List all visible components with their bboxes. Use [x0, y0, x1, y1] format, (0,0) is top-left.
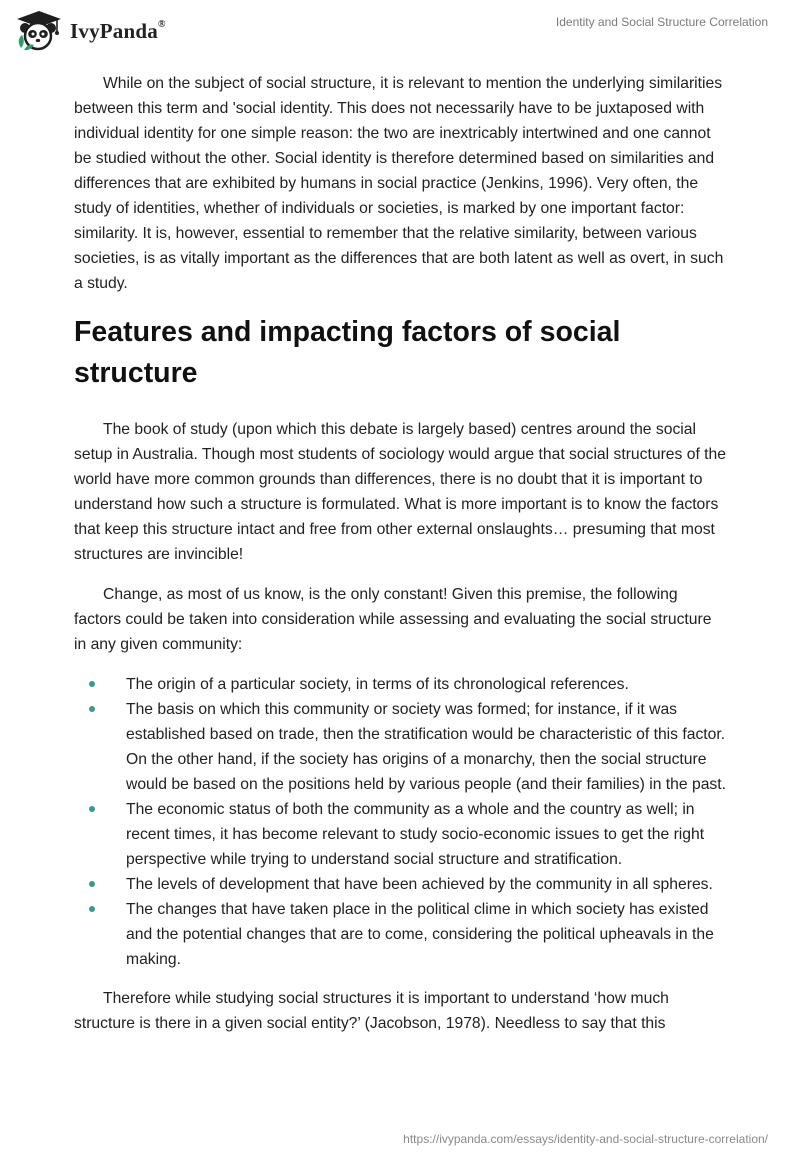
- source-url[interactable]: https://ivypanda.com/essays/identity-and-social-structure-correlation/: [403, 1132, 768, 1146]
- bullet-icon: [89, 681, 95, 687]
- section-heading: Features and impacting factors of social structure: [74, 316, 621, 389]
- list-item: The levels of development that have been achieved by the community in all spheres.: [74, 872, 726, 897]
- list-item: The economic status of both the community as a whole and the country as well; in recent times, it has become relevant to study socio-economic issues to get the right perspective while trying to understand social structure and stratification.: [74, 797, 726, 872]
- paragraph-change: Change, as most of us know, is the only constant! Given this premise, the following factors could be taken into consideration while assessing and evaluating the social structure in any given community:: [74, 586, 712, 653]
- paragraph-social-identity: While on the subject of social structure, it is relevant to mention the underlying similarities between this term and 'social identity. This does not necessarily have to be juxtaposed with individual identity for one simple reason: the two are inextricably intertwined and one cannot be studied without the other. Social identity is therefore determined based on similarities and differences that are exhibited by humans in social practice (Jenkins, 1996). Very often, the study of identities, whether of individuals or societies, is marked by one important factor: similarity. It is, however, essential to remember that the relative similarity, between various societies, is as vitally important as the differences that are both latent as well as overt, in such a study.: [74, 75, 724, 292]
- paragraph-therefore: Therefore while studying social structures it is important to understand ‘how much structure is there in a given social entity?’ (Jacobson, 1978). Needless to say that this: [74, 990, 669, 1032]
- bullet-icon: [89, 806, 95, 812]
- bullet-icon: [89, 706, 95, 712]
- ivypanda-logo[interactable]: [14, 10, 166, 52]
- essay-body: [74, 71, 726, 1051]
- paragraph-book-of-study: The book of study (upon which this debate is largely based) centres around the social setup in Australia. Though most students of sociology would argue that social structures of the world have more common grounds than differences, there is no doubt that it is important to understand how such a structure is formulated. What is more important is to know the factors that keep this structure intact and free from other external onslaughts… presuming that most structures are invincible!: [74, 421, 726, 563]
- list-item: The basis on which this community or society was formed; for instance, if it was established based on trade, then the stratification would be characteristic of this factor. On the other hand, if the society has origins of a monarchy, then the social structure would be based on the positions held by various people (and their families) in the past.: [74, 697, 726, 797]
- list-item: The origin of a particular society, in terms of its chronological references.: [74, 672, 726, 697]
- panda-graduate-icon: [14, 10, 64, 52]
- bullet-icon: [89, 881, 95, 887]
- list-item: The changes that have taken place in the political clime in which society has existed and the potential changes that are to come, considering the political upheavals in the making.: [74, 897, 726, 972]
- document-title: Identity and Social Structure Correlation: [555, 15, 768, 29]
- bullet-icon: [89, 906, 95, 912]
- factors-list: [74, 672, 726, 972]
- trademark-symbol: ®: [157, 18, 166, 30]
- brand-name: IvyPanda®: [70, 18, 166, 43]
- page-header: [0, 0, 800, 66]
